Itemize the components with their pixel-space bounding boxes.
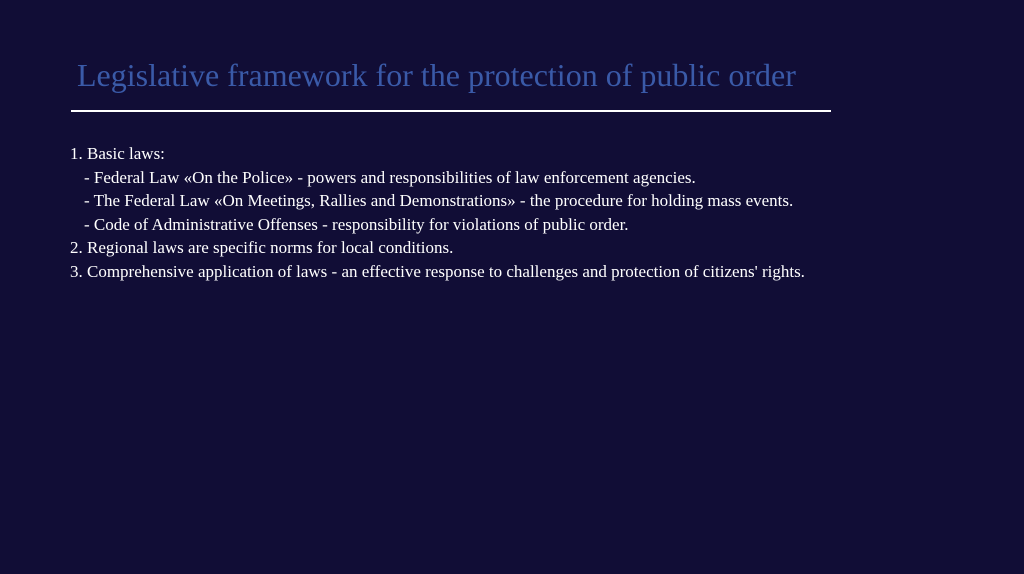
slide-body [70,142,1000,283]
sub-item-administrative-code: - Code of Administrative Offenses - responsibility for violations of public order. [84,214,629,234]
list-item-comprehensive-application: 3. Comprehensive application of laws - an effective response to challenges and protection of citizens' rights. [70,261,805,281]
sub-item-meetings-law: - The Federal Law «On Meetings, Rallies and Demonstrations» - the procedure for holding mass events. [84,191,794,210]
sub-item-police-law: - Federal Law «On the Police» - powers and responsibilities of law enforcement agencies. [84,167,696,187]
list-item-regional-laws: 2. Regional laws are specific norms for local conditions. [70,238,454,257]
list-item-basic-laws: 1. Basic laws: [70,144,165,163]
slide-title: Legislative framework for the protection of public order [77,57,796,93]
title-divider [71,110,831,112]
